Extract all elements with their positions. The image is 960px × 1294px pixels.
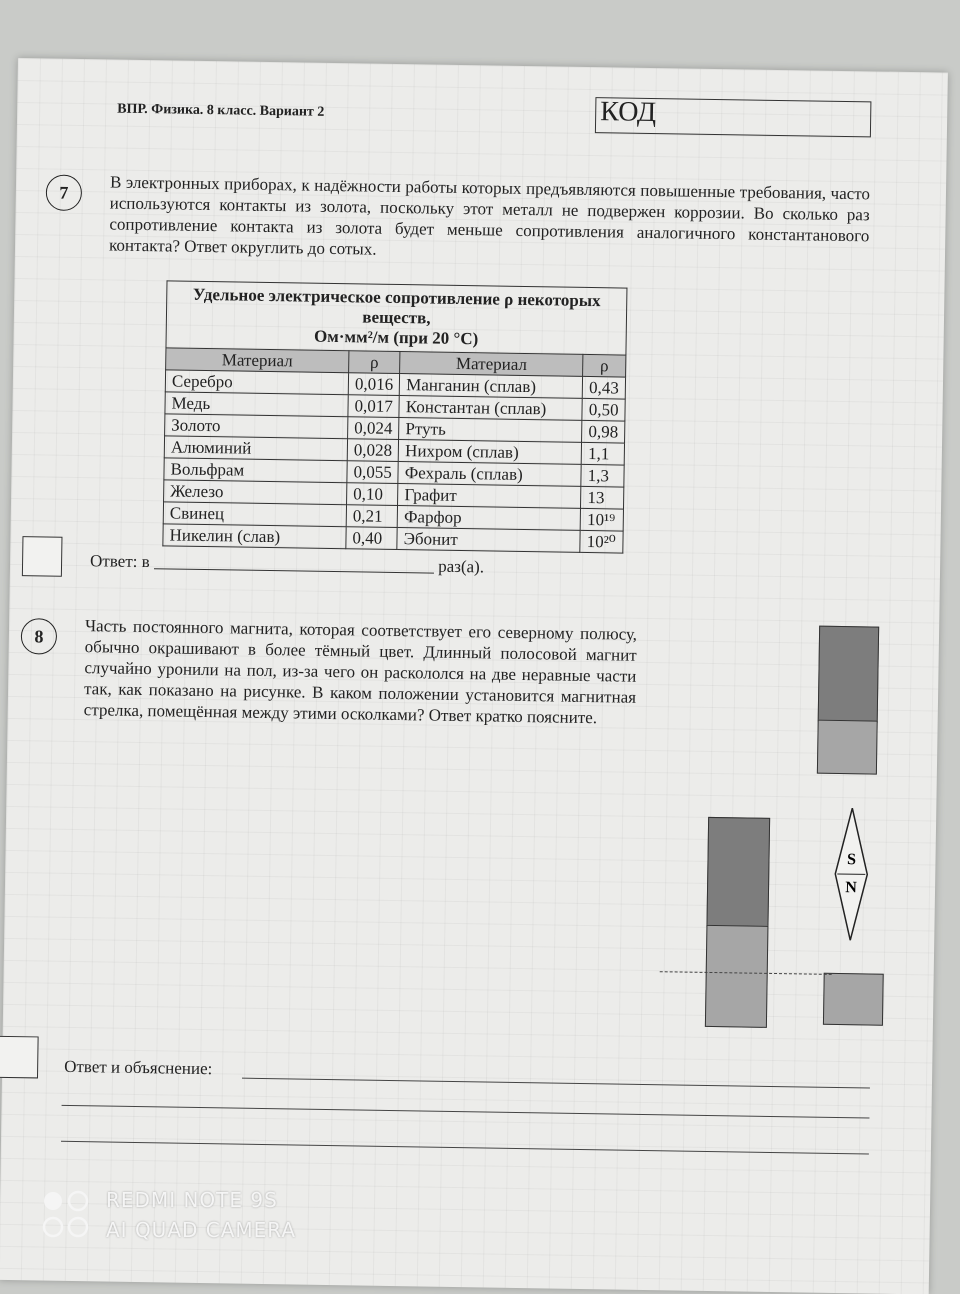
answer-8-label: Ответ и объяснение: <box>64 1057 212 1079</box>
intact-magnet <box>817 626 879 777</box>
code-label: КОД <box>600 96 656 129</box>
watermark-line-2: AI QUAD CAMERA <box>106 1218 296 1242</box>
table-cell: Железо <box>164 480 347 505</box>
fragment-south-part <box>705 925 769 1028</box>
camera-watermark-icon <box>42 1190 90 1240</box>
magnet-fragment-large <box>705 817 770 1028</box>
code-box[interactable] <box>595 97 872 137</box>
answer-7-input-line[interactable] <box>154 552 434 573</box>
magnet-north-part <box>818 626 880 723</box>
magnet-south-part <box>817 720 878 775</box>
answer-8-line-1[interactable] <box>242 1078 870 1089</box>
exam-sheet <box>0 58 948 1294</box>
table-cell: 0,055 <box>347 461 399 484</box>
table-cell: 0,43 <box>582 376 625 399</box>
table-cell: Свинец <box>163 502 346 527</box>
table-cell: Золото <box>165 414 348 439</box>
table-cell: 0,016 <box>348 373 400 396</box>
answer-7-prefix: Ответ: в <box>90 551 150 571</box>
header-material-2: Материал <box>400 352 583 377</box>
answer-7-suffix: раз(а). <box>438 557 484 577</box>
answer-8-line-2[interactable] <box>62 1105 870 1119</box>
table-cell: Эбонит <box>397 528 580 553</box>
table-cell: Вольфрам <box>164 458 347 483</box>
header-material-1: Материал <box>166 348 349 373</box>
task-8-text: Часть постоянного магнита, которая соответствует его северному полюсу, обычно окрашивают в более тёмный цвет. Длинный полосовой магнит случайно уронили на пол, из-за чего он раскололся на две неравные части так, как показано на рисунке. В каком положении установится магнитная стрелка, помещённая между этими осколками? Ответ кратко поясните. <box>84 615 638 729</box>
table-cell: 0,50 <box>582 398 625 421</box>
answer-box-7[interactable] <box>22 536 63 577</box>
table-cell: Фехраль (сплав) <box>398 462 581 487</box>
watermark-line-1: REDMI NOTE 9S <box>106 1188 278 1212</box>
needle-n-label: N <box>845 879 857 896</box>
task-7-text: В электронных приборах, к надёжности работы которых предъявляются повышенные требования, часто используются контакты из золота, поскольку этот металл не подвержен коррозии. Во сколько раз сопротивление контакта из золота будет меньше сопротивления аналогичного константанового контакта? Ответ округлить до сотых. <box>109 171 870 267</box>
task-number-7: 7 <box>46 174 83 211</box>
table-cell: 0,017 <box>348 395 400 418</box>
table-cell: Медь <box>165 392 348 417</box>
table-cell: 0,028 <box>347 439 399 462</box>
table-cell: 10²⁰ <box>580 530 623 553</box>
table-cell: Константан (сплав) <box>399 396 582 421</box>
fragment-north-part <box>706 817 770 928</box>
header-rho-1: ρ <box>349 351 401 374</box>
answer-8-line-3[interactable] <box>61 1141 869 1155</box>
table-cell: Фарфор <box>397 506 580 531</box>
header-title: ВПР. Физика. 8 класс. Вариант 2 <box>117 102 324 121</box>
table-cell: 0,40 <box>346 527 398 550</box>
table-cell: 1,1 <box>581 442 624 465</box>
needle-s-label: S <box>847 851 856 868</box>
answer-box-8[interactable] <box>0 1036 39 1079</box>
table-caption-line2: Ом·мм²/м (при 20 °C) <box>171 324 622 351</box>
answer-7-line <box>90 551 484 577</box>
table-caption-line1: Удельное электрическое сопротивление ρ некоторых веществ, <box>171 284 623 331</box>
table-cell: Никелин (слав) <box>163 524 346 549</box>
table-caption <box>166 281 627 355</box>
table-cell: 0,024 <box>348 417 400 440</box>
table-cell: Алюминий <box>164 436 347 461</box>
table-cell: 10¹⁹ <box>580 508 623 531</box>
table-cell: 0,21 <box>346 505 398 528</box>
table-cell: Графит <box>398 484 581 509</box>
header-rho-2: ρ <box>583 354 626 377</box>
table-cell: Нихром (сплав) <box>398 440 581 465</box>
table-cell: Серебро <box>165 370 348 395</box>
table-cell: Манганин (сплав) <box>399 374 582 399</box>
table-cell: 13 <box>581 486 624 509</box>
table-cell: 0,98 <box>582 420 625 443</box>
resistivity-table-wrap <box>162 280 627 553</box>
magnetic-needle-icon <box>832 806 870 943</box>
magnet-fragment-small <box>823 973 884 1026</box>
table-cell: Ртуть <box>399 418 582 443</box>
task-number-8: 8 <box>21 618 58 655</box>
table-cell: 0,10 <box>347 483 399 506</box>
table-cell: 1,3 <box>581 464 624 487</box>
resistivity-table <box>162 280 627 553</box>
